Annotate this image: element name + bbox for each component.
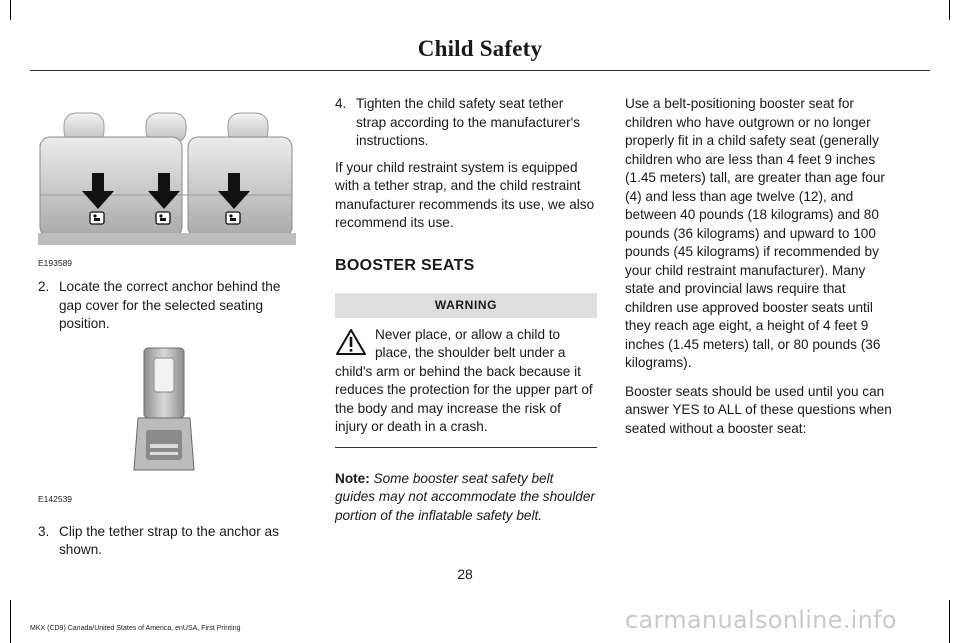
- rear-seat-illustration: [38, 95, 296, 245]
- warning-triangle-icon: [335, 328, 367, 356]
- step-number: 4.: [335, 96, 347, 111]
- tether-paragraph: If your child restraint system is equipped with a tether strap, and the child restraint manufacturer recommends its use, we also recommend its use.: [335, 159, 595, 230]
- watermark: carmanualsonline.info: [625, 606, 897, 634]
- page-title: Child Safety: [417, 36, 543, 61]
- figure-id: E193589: [38, 257, 73, 268]
- crop-mark: [949, 0, 950, 20]
- note-label: Note:: [335, 470, 370, 486]
- page-number: 28: [457, 566, 473, 582]
- instruction-step-2: [38, 278, 300, 334]
- header-divider: [30, 70, 930, 71]
- warning-header: WARNING: [335, 293, 597, 318]
- section-heading: BOOSTER SEATS: [335, 256, 475, 274]
- step-number: 2.: [38, 279, 50, 294]
- column-middle: [335, 95, 597, 535]
- warning-block: [335, 326, 597, 437]
- crop-mark: [949, 600, 950, 643]
- step-text: Tighten the child safety seat tether strap according to the manufacturer's instructions.: [356, 96, 580, 148]
- tether-anchor-illustration: [38, 342, 296, 482]
- booster-paragraph: Use a belt-positioning booster seat for children who have outgrown or no longer properly fit in a child safety seat (generally children who are less than 4 feet 9 inches (1.45 meters) tall, are greater than age four (4) and less than age twelve (12), and between 40 pounds (18 kilograms) and 80 pounds (36 kilograms) and upward to 100 pounds (45 kilograms) if recommended by your child restraint manufacturer). Many state and provincial laws require that children use approved booster seats until they reach age eight, a height of 4 feet 9 inches (1.45 meters) tall, or 80 pounds (36 kilograms).: [625, 96, 885, 370]
- booster-questions-paragraph: Booster seats should be used until you can answer YES to ALL of these questions when seated without a booster seat:: [625, 383, 892, 436]
- tether-clip-figure: [38, 342, 300, 509]
- crop-mark: [10, 0, 11, 20]
- instruction-step-3: [38, 523, 300, 560]
- figure-id: E142539: [38, 494, 73, 504]
- note-paragraph: [335, 470, 597, 526]
- step-text: Clip the tether strap to the anchor as shown.: [59, 523, 279, 557]
- note-text: Some booster seat safety belt guides may not accommodate the shoulder portion of the inflatable safety belt.: [335, 470, 595, 523]
- instruction-step-4: [335, 95, 597, 151]
- crop-mark: [10, 600, 11, 643]
- column-right: [625, 95, 895, 448]
- warning-text: Never place, or allow a child to place, the shoulder belt under a child's arm or behind the back because it reduces the protection for the upper part of the body and may increase the risk of injury or death in a crash.: [335, 326, 593, 434]
- warning-divider: [335, 447, 597, 448]
- column-left: [38, 95, 300, 560]
- step-text: Locate the correct anchor behind the gap cover for the selected seating position.: [59, 279, 281, 331]
- step-number: 3.: [38, 523, 50, 539]
- rear-seat-anchor-figure: [38, 95, 300, 272]
- footer-text: MKX (CD9) Canada/United States of America, enUSA, First Printing: [30, 625, 241, 632]
